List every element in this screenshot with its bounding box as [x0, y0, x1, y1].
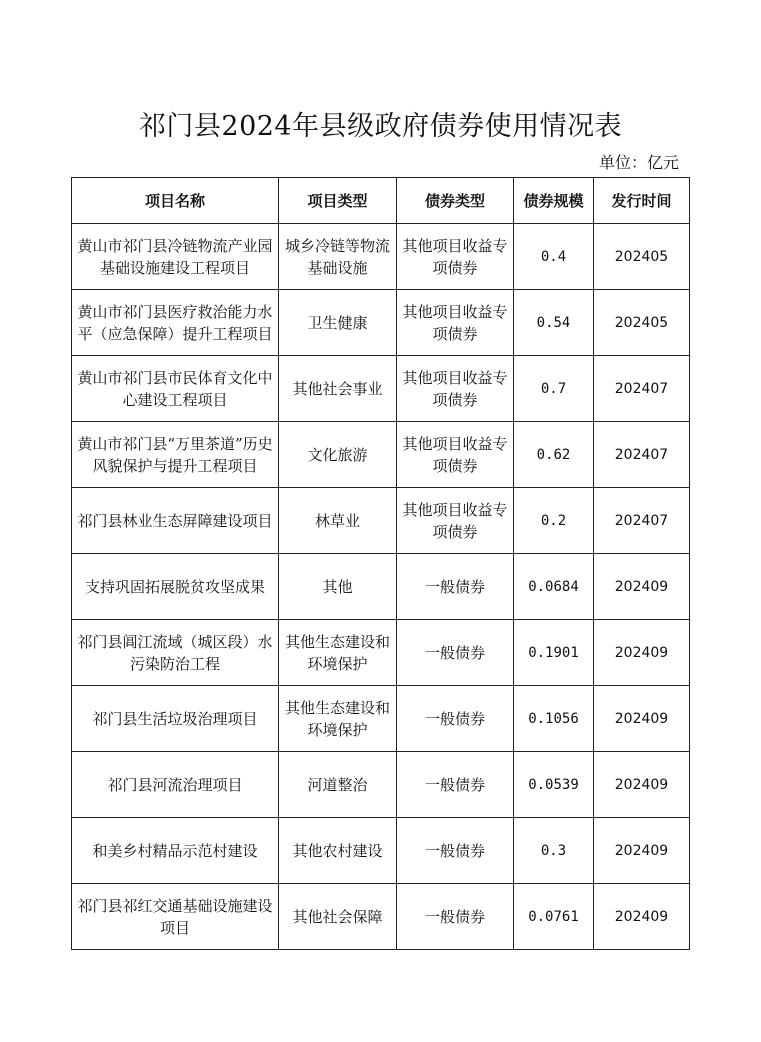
- project-type-cell: 文化旅游: [279, 422, 397, 488]
- project-name-cell: 支持巩固拓展脱贫攻坚成果: [72, 554, 279, 620]
- project-name-cell: 和美乡村精品示范村建设: [72, 818, 279, 884]
- bond-amount-cell: 0.7: [514, 356, 594, 422]
- header-issue-date: 发行时间: [594, 178, 690, 224]
- project-name-cell: 祁门县阊江流域（城区段）水污染防治工程: [72, 620, 279, 686]
- page-title: 祁门县2024年县级政府债券使用情况表: [138, 111, 623, 142]
- header-bond-amount: 债券规模: [514, 178, 594, 224]
- bond-amount-cell: 0.0684: [514, 554, 594, 620]
- issue-date-cell: 202409: [594, 818, 690, 884]
- bond-amount-cell: 0.2: [514, 488, 594, 554]
- project-type-cell: 其他社会事业: [279, 356, 397, 422]
- header-project-type: 项目类型: [279, 178, 397, 224]
- table-row: [72, 752, 690, 818]
- bond-amount-cell: 0.62: [514, 422, 594, 488]
- issue-date-cell: 202409: [594, 884, 690, 950]
- project-name-cell: 黄山市祁门县医疗救治能力水平（应急保障）提升工程项目: [72, 290, 279, 356]
- project-type-cell: 林草业: [279, 488, 397, 554]
- bond-amount-cell: 0.0539: [514, 752, 594, 818]
- table-row: [72, 422, 690, 488]
- issue-date-cell: 202407: [594, 488, 690, 554]
- header-bond-type: 债券类型: [397, 178, 514, 224]
- unit-label: 单位：亿元: [598, 153, 679, 172]
- project-name-cell: 祁门县祁红交通基础设施建设项目: [72, 884, 279, 950]
- project-type-cell: 其他生态建设和环境保护: [279, 620, 397, 686]
- table-row: [72, 290, 690, 356]
- bond-type-cell: 一般债券: [397, 884, 514, 950]
- bond-type-cell: 其他项目收益专项债券: [397, 356, 514, 422]
- table-row: [72, 224, 690, 290]
- bond-amount-cell: 0.3: [514, 818, 594, 884]
- issue-date-cell: 202405: [594, 224, 690, 290]
- project-name-cell: 祁门县林业生态屏障建设项目: [72, 488, 279, 554]
- table-row: [72, 356, 690, 422]
- project-type-cell: 其他: [279, 554, 397, 620]
- table-row: [72, 884, 690, 950]
- project-name-cell: 黄山市祁门县冷链物流产业园基础设施建设工程项目: [72, 224, 279, 290]
- bond-type-cell: 其他项目收益专项债券: [397, 422, 514, 488]
- bond-amount-cell: 0.0761: [514, 884, 594, 950]
- issue-date-cell: 202407: [594, 356, 690, 422]
- bond-type-cell: 其他项目收益专项债券: [397, 290, 514, 356]
- issue-date-cell: 202409: [594, 752, 690, 818]
- issue-date-cell: 202409: [594, 620, 690, 686]
- bond-type-cell: 一般债券: [397, 818, 514, 884]
- bond-type-cell: 其他项目收益专项债券: [397, 224, 514, 290]
- table-header-row: [72, 178, 690, 224]
- table-row: [72, 686, 690, 752]
- table-row: [72, 620, 690, 686]
- bond-usage-table: [71, 177, 690, 950]
- bond-amount-cell: 0.1056: [514, 686, 594, 752]
- project-type-cell: 其他农村建设: [279, 818, 397, 884]
- issue-date-cell: 202409: [594, 554, 690, 620]
- issue-date-cell: 202405: [594, 290, 690, 356]
- project-type-cell: 河道整治: [279, 752, 397, 818]
- bond-amount-cell: 0.1901: [514, 620, 594, 686]
- bond-type-cell: 一般债券: [397, 620, 514, 686]
- project-name-cell: 黄山市祁门县市民体育文化中心建设工程项目: [72, 356, 279, 422]
- project-type-cell: 其他社会保障: [279, 884, 397, 950]
- bond-type-cell: 一般债券: [397, 554, 514, 620]
- project-name-cell: 祁门县河流治理项目: [72, 752, 279, 818]
- project-type-cell: 城乡冷链等物流基础设施: [279, 224, 397, 290]
- bond-amount-cell: 0.54: [514, 290, 594, 356]
- bond-type-cell: 一般债券: [397, 752, 514, 818]
- issue-date-cell: 202407: [594, 422, 690, 488]
- project-type-cell: 卫生健康: [279, 290, 397, 356]
- table-row: [72, 818, 690, 884]
- bond-type-cell: 其他项目收益专项债券: [397, 488, 514, 554]
- project-name-cell: 祁门县生活垃圾治理项目: [72, 686, 279, 752]
- table-row: [72, 554, 690, 620]
- bond-amount-cell: 0.4: [514, 224, 594, 290]
- bond-type-cell: 一般债券: [397, 686, 514, 752]
- table-row: [72, 488, 690, 554]
- project-name-cell: 黄山市祁门县“万里茶道”历史风貌保护与提升工程项目: [72, 422, 279, 488]
- project-type-cell: 其他生态建设和环境保护: [279, 686, 397, 752]
- header-project-name: 项目名称: [72, 178, 279, 224]
- issue-date-cell: 202409: [594, 686, 690, 752]
